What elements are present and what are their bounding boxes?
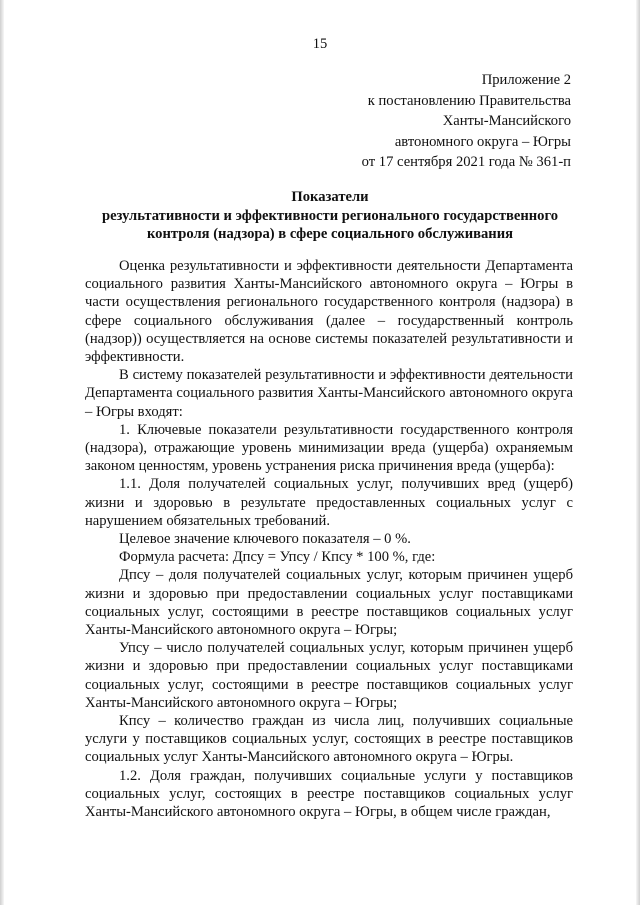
paragraph: 1.1. Доля получателей социальных услуг, получивших вред (ущерб) жизни и здоровью в результате предоставленных социальных услуг с нарушением обязательных требований. <box>85 476 573 529</box>
appendix-line: автономного округа – Югры <box>394 133 571 150</box>
document-body <box>85 257 573 821</box>
title-line: контроля (надзора) в сфере социального обслуживания <box>146 226 514 242</box>
paragraph: Упсу – число получателей социальных услуг, которым причинен ущерб жизни и здоровью при предоставлении социальных услуг поставщиками социальных услуг, состоящими в реестре поставщиков социальных услуг Ханты-Мансийского автономного округа – Югры; <box>85 640 573 711</box>
appendix-line: Ханты-Мансийского <box>442 113 571 129</box>
paragraph: 1.2. Доля граждан, получивших социальные услуги у поставщиков социальных услуг, состоящих в реестре поставщиков социальных услуг Ханты-Мансийского автономного округа – Югры, в общем числе граждан, <box>85 767 573 821</box>
paragraph: Целевое значение ключевого показателя – 0 %. <box>119 531 411 548</box>
scan-edge-left <box>0 0 4 905</box>
paragraph: В систему показателей результативности и эффективности деятельности Департамента социального развития Ханты-Мансийского автономного округа – Югры входят: <box>85 367 573 420</box>
paragraph: Оценка результативности и эффективности деятельности Департамента социального развития Ханты-Мансийского автономного округа – Югры в части осуществления регионального государственного контроля (надзора) в сфере социального обслуживания (далее – государственный контроль (надзор)) осуществляется на основе системы показателей результативности и эффективности. <box>85 258 573 366</box>
appendix-line: от 17 сентября 2021 года № 361-п <box>361 154 571 170</box>
paragraph: Кпсу – количество граждан из числа лиц, получивших социальные услуги у поставщиков социальных услуг, состоящих в реестре поставщиков социальных услуг Ханты-Мансийского автономного округа – Югры. <box>85 713 573 766</box>
appendix-line: к постановлению Правительства <box>367 92 571 109</box>
title-line: Показатели <box>291 189 369 205</box>
title-line: результативности и эффективности регионального государственного <box>101 207 559 224</box>
paragraph: Формула расчета: Дпсу = Упсу / Кпсу * 100 %, где: <box>119 549 436 566</box>
document-title <box>80 188 580 244</box>
appendix-header <box>362 70 571 173</box>
scan-edge-right <box>636 0 640 905</box>
page-number: 15 <box>312 36 328 52</box>
appendix-line: Приложение 2 <box>481 72 571 88</box>
paragraph: Дпсу – доля получателей социальных услуг, которым причинен ущерб жизни и здоровью при предоставлении социальных услуг поставщиками социальных услуг, состоящими в реестре поставщиков социальных услуг Ханты-Мансийского автономного округа – Югры; <box>85 567 573 639</box>
paragraph: 1. Ключевые показатели результативности государственного контроля (надзора), отражающие уровень минимизации вреда (ущерба) охраняемым законом ценностям, уровень устранения риска причинения вреда (ущерба): <box>85 421 573 475</box>
